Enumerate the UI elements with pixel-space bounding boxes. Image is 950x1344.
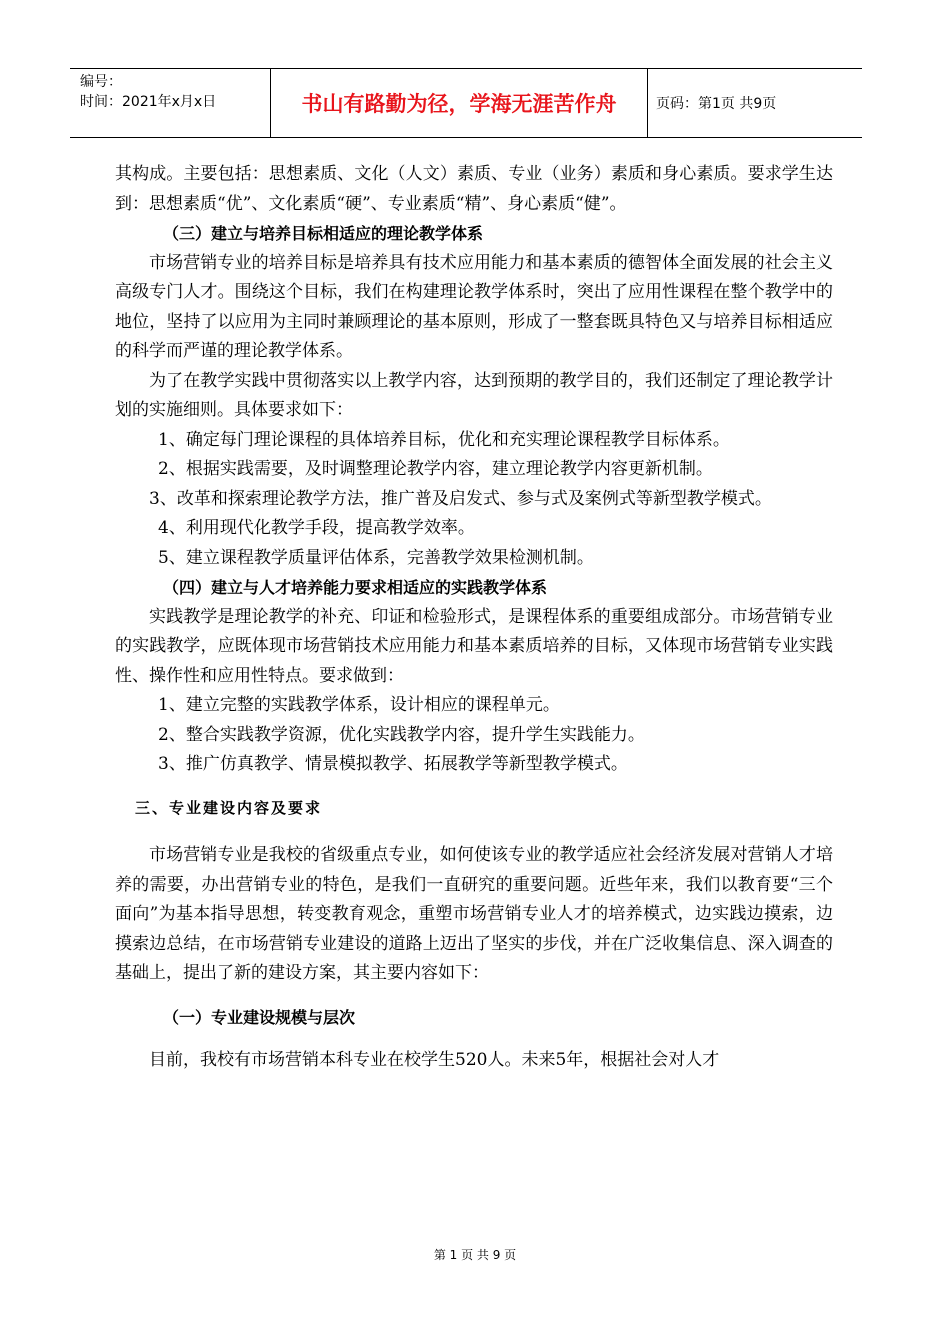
list-item: 5、建立课程教学质量评估体系，完善教学效果检测机制。 bbox=[158, 547, 594, 568]
list-item: 1、确定每门理论课程的具体培养目标，优化和充实理论课程教学目标体系。 bbox=[158, 429, 730, 450]
paragraph-theory-plan: 为了在教学实践中贯彻落实以上教学内容，达到预期的教学目的，我们还制定了理论教学计划的实施细则。具体要求如下： bbox=[115, 370, 833, 420]
section-heading-3: 三、专业建设内容及要求 bbox=[135, 798, 323, 817]
list-item: 4、利用现代化教学手段，提高教学效率。 bbox=[158, 518, 475, 538]
doc-time-label: 时间：2021年x月x日 bbox=[80, 94, 217, 110]
heading-theory-system: （三）建立与培养目标相适应的理论教学体系 bbox=[163, 224, 484, 243]
heading-scale-level: （一）专业建设规模与层次 bbox=[163, 1007, 356, 1027]
list-item: 2、根据实践需要，及时调整理论教学内容，建立理论教学内容更新机制。 bbox=[158, 459, 713, 479]
page-footer: 第 1 页 共 9 页 bbox=[433, 1248, 517, 1262]
doc-code-label: 编号： bbox=[80, 74, 122, 90]
paragraph-theory-goal: 市场营销专业的培养目标是培养具有技术应用能力和基本素质的德智体全面发展的社会主义高级专门人才。围绕这个目标，我们在构建理论教学体系时，突出了应用性课程在整个教学中的地位，坚持了以应用为主同时兼顾理论的基本原则，形成了一整套既具特色又与培养目标相适应的科学而严谨的理论教学体系。 bbox=[115, 252, 833, 361]
paragraph-major-construction: 市场营销专业是我校的省级重点专业，如何使该专业的教学适应社会经济发展对营销人才培养的需要，办出营销专业的特色，是我们一直研究的重要问题。近些年来，我们以教育要“三个面向”为基本指导思想，转变教育观念，重塑市场营销专业人才的培养模式，边实践边摸索，边摸索边总结，在市场营销专业建设的道路上迈出了坚实的步伐，并在广泛收集信息、深入调查的基础上，提出了新的建设方案，其主要内容如下： bbox=[115, 845, 833, 983]
header-motto: 书山有路勤为径，学海无涯苦作舟 bbox=[271, 69, 648, 137]
paragraph-quality: 其构成。主要包括：思想素质、文化（人文）素质、专业（业务）素质和身心素质。要求学生达到：思想素质“优”、文化素质“硬”、专业素质“精”、身心素质“健”。 bbox=[115, 164, 833, 214]
header-page-info: 页码：第1页 共9页 bbox=[656, 96, 777, 112]
list-item: 3、推广仿真教学、情景模拟教学、拓展教学等新型教学模式。 bbox=[158, 754, 628, 774]
header-meta bbox=[70, 69, 271, 137]
paragraph-practice: 实践教学是理论教学的补充、印证和检验形式，是课程体系的重要组成部分。市场营销专业的实践教学，应既体现市场营销技术应用能力和基本素质培养的目标，又体现市场营销专业实践性、操作性和应用性特点。要求做到： bbox=[115, 606, 833, 686]
page-header bbox=[70, 68, 862, 138]
document-body bbox=[115, 160, 833, 1076]
paragraph-current-scale: 目前，我校有市场营销本科专业在校学生520人。未来5年，根据社会对人才 bbox=[149, 1050, 720, 1070]
list-item: 3、改革和探索理论教学方法，推广普及启发式、参与式及案例式等新型教学模式。 bbox=[149, 488, 772, 509]
list-item: 1、建立完整的实践教学体系，设计相应的课程单元。 bbox=[158, 695, 560, 715]
heading-practice-system: （四）建立与人才培养能力要求相适应的实践教学体系 bbox=[163, 578, 548, 597]
list-item: 2、整合实践教学资源，优化实践教学内容，提升学生实践能力。 bbox=[158, 724, 645, 745]
